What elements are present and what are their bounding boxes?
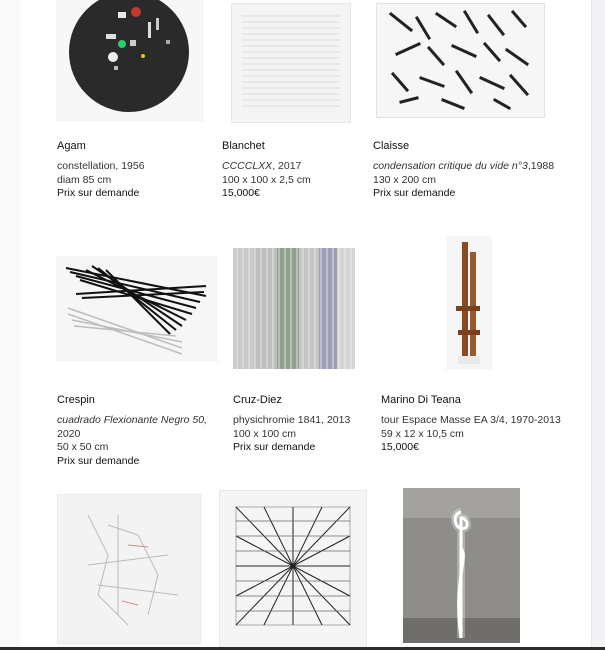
- artwork-image-neon[interactable]: [403, 488, 520, 643]
- artwork-dimensions: 50 x 50 cm: [57, 441, 109, 453]
- artist-name[interactable]: Crespin: [57, 394, 95, 406]
- artwork-title-rest: 2020: [57, 427, 81, 440]
- claisse-image[interactable]: [376, 3, 545, 118]
- artist-name[interactable]: Marino Di Teana: [381, 394, 461, 406]
- artwork-title: CCCCLXX: [222, 160, 273, 172]
- artwork-meta: [222, 160, 397, 201]
- artwork-dimensions: 130 x 200 cm: [373, 173, 437, 186]
- artwork-title-rest: , 2017: [272, 160, 302, 172]
- di-teana-image[interactable]: [446, 236, 492, 370]
- artwork-dimensions: 59 x 12 x 10,5 cm: [381, 427, 464, 440]
- artist-name[interactable]: Agam: [57, 140, 86, 152]
- scrollbar-track[interactable]: [591, 0, 605, 650]
- crespin-image[interactable]: [56, 256, 218, 362]
- artwork-price: 15,000€: [222, 187, 260, 199]
- cruz-diez-image[interactable]: [233, 248, 355, 369]
- artwork-image-radial-grid[interactable]: [219, 490, 367, 648]
- artwork-meta: [57, 160, 232, 201]
- artwork-title: cuadrado Flexionante Negro 50,: [57, 414, 208, 426]
- artwork-title-rest: physichromie 1841, 2013: [233, 414, 351, 426]
- artwork-price: Prix sur demande: [57, 454, 140, 467]
- artwork-title-rest: ,1988: [527, 160, 555, 172]
- artwork-price: 15,000€: [381, 441, 419, 453]
- agam-constellation-image[interactable]: [56, 0, 204, 122]
- artist-name[interactable]: Blanchet: [222, 140, 265, 152]
- artwork-image-line-drawing[interactable]: [57, 494, 201, 644]
- page-left-margin: [0, 0, 20, 650]
- artwork-dimensions: diam 85 cm: [57, 173, 112, 186]
- artwork-title-rest: constellation, 1956: [57, 160, 145, 172]
- artwork-title: condensation critique du vide n°3: [373, 160, 528, 172]
- artwork-price: Prix sur demande: [233, 441, 316, 453]
- artwork-meta: [57, 414, 217, 468]
- artwork-price: Prix sur demande: [57, 187, 140, 199]
- artwork-title-rest: tour Espace Masse EA 3/4, 1970-2013: [381, 414, 561, 426]
- artwork-meta: [381, 414, 581, 455]
- artist-name[interactable]: Claisse: [373, 140, 410, 152]
- artwork-price: Prix sur demande: [373, 187, 456, 199]
- artwork-dimensions: 100 x 100 cm: [233, 427, 297, 440]
- artwork-meta: [373, 160, 573, 201]
- artist-name[interactable]: Cruz-Diez: [233, 394, 282, 406]
- blanchet-image[interactable]: [231, 3, 351, 123]
- artwork-dimensions: 100 x 100 x 2,5 cm: [222, 173, 311, 186]
